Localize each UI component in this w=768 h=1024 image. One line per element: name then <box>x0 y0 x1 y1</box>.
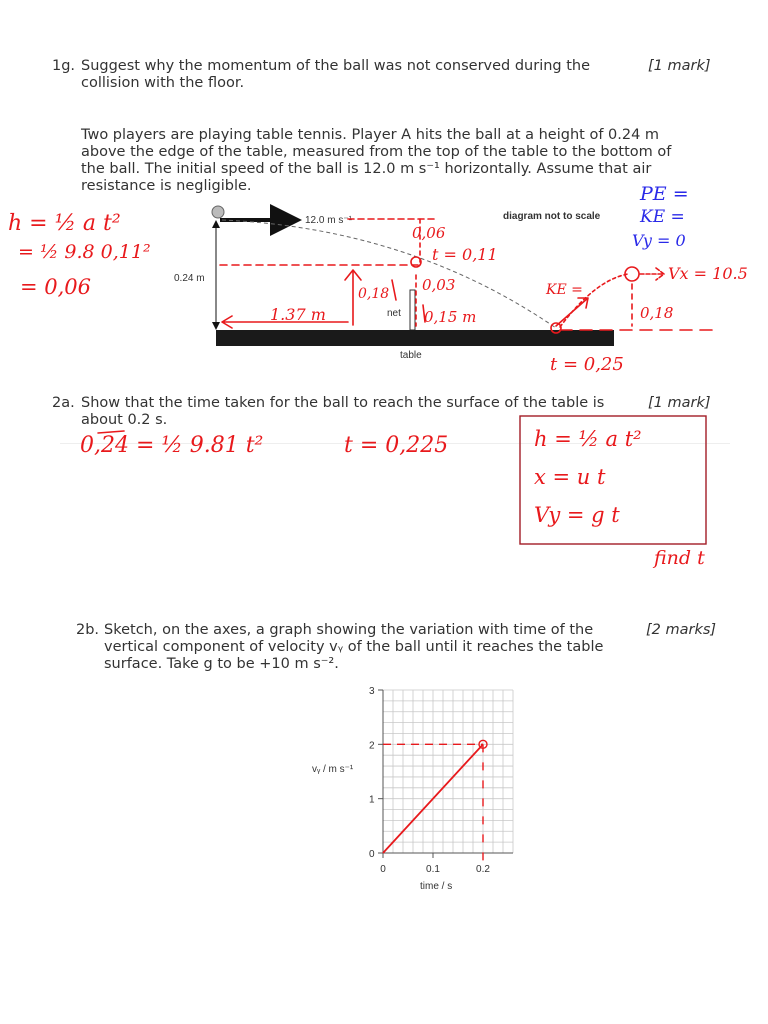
hw-t-011: t = 0,11 <box>432 245 498 264</box>
marks-label: [1 mark] <box>648 395 711 411</box>
hw-h-substitution: = ½ 9.8 0,11² <box>18 241 151 263</box>
hw-pe: PE = <box>640 183 689 205</box>
hw-d-006: 0,06 <box>412 224 446 242</box>
hw-arrow-right <box>640 268 664 280</box>
intro-line: resistance is negligible. <box>81 178 252 194</box>
question-number: 2a. <box>52 395 75 411</box>
hw-vy0: Vy = 0 <box>632 231 686 250</box>
question-text-line: vertical component of velocity vᵧ of the ball until it reaches the table <box>104 639 604 655</box>
hw-d-137: 1.37 m <box>270 305 326 324</box>
speed-label: 12.0 m s⁻¹ <box>305 215 352 226</box>
hw-h-result: = 0,06 <box>20 275 92 299</box>
hw-find-t: find t <box>654 547 705 569</box>
hw-box-vy: Vy = g t <box>534 503 620 527</box>
question-text-line: about 0.2 s. <box>81 412 168 428</box>
question-text-line: Sketch, on the axes, a graph showing the variation with time of the <box>104 622 594 638</box>
question-text-line: collision with the floor. <box>81 75 245 91</box>
hw-eq-2a: 0,24 = ½ 9.81 t² <box>80 433 264 458</box>
hw-vx: Vx = 10.5 <box>668 264 748 283</box>
hw-bracket <box>392 280 396 300</box>
intro-line: above the edge of the table, measured from the top of the table to the bottom of <box>81 144 672 160</box>
hw-box-h: h = ½ a t² <box>534 427 642 451</box>
hw-ke2: KE = <box>546 282 583 298</box>
net-label: net <box>387 308 401 319</box>
hw-t-225: t = 0,225 <box>344 433 449 458</box>
intro-line: Two players are playing table tennis. Player A hits the ball at a height of 0.24 m <box>81 127 660 143</box>
y-tick-label: 2 <box>369 740 375 752</box>
x-tick-label: 0.2 <box>476 864 490 875</box>
x-tick-label: 0.1 <box>426 864 440 875</box>
hw-box-x: x = u t <box>534 465 606 489</box>
question-number: 2b. <box>76 622 100 638</box>
marks-label: [2 marks] <box>646 622 717 638</box>
question-text-line: surface. Take g to be +10 m s⁻². <box>104 656 339 672</box>
y-axis-label: vᵧ / m s⁻¹ <box>312 764 354 775</box>
diagram-note: diagram not to scale <box>503 211 601 222</box>
table-label: table <box>400 350 422 361</box>
hw-d-018: 0,18 <box>358 286 390 302</box>
x-tick-label: 0 <box>380 864 386 875</box>
intro-line: the ball. The initial speed of the ball is 12.0 m s⁻¹ horizontally. Assume that air <box>81 161 652 177</box>
marks-label: [1 mark] <box>648 58 711 74</box>
hw-ke: KE = <box>640 207 685 227</box>
hw-d-015: 0,15 m <box>424 308 477 326</box>
hw-arrow-up-right <box>556 298 588 326</box>
question-text-line: Show that the time taken for the ball to reach the surface of the table is <box>81 395 605 411</box>
hw-circle-mark <box>551 323 561 333</box>
hw-h-equation: h = ½ a t² <box>8 211 121 236</box>
y-tick-label: 1 <box>369 794 375 806</box>
question-number: 1g. <box>52 58 76 74</box>
hw-d-018b: 0,18 <box>640 304 674 322</box>
x-axis-label: time / s <box>420 881 453 892</box>
hw-d-003: 0,03 <box>422 276 456 294</box>
hw-t-025: t = 0,25 <box>550 354 624 375</box>
question-text-line: Suggest why the momentum of the ball was not conserved during the <box>81 58 591 74</box>
height-label: 0.24 m <box>174 273 205 284</box>
y-tick-label: 3 <box>369 686 375 697</box>
y-tick-label: 0 <box>369 849 375 860</box>
